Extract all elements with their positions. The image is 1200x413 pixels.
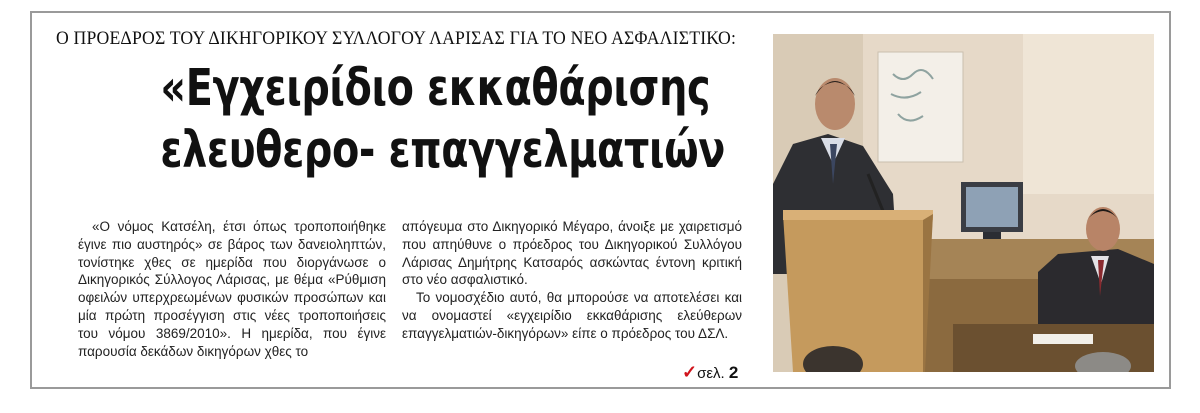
article-kicker: Ο ΠΡΟΕΔΡΟΣ ΤΟΥ ΔΙΚΗΓΟΡΙΚΟΥ ΣΥΛΛΟΓΟΥ ΛΑΡΙΣΑΣ ΓΙΑ ΤΟ ΝΕΟ ΑΣΦΑΛΙΣΤΙΚΟ:: [56, 28, 737, 49]
column-2-paragraph-1: απόγευμα στο Δικηγορικό Μέγαρο, άνοιξε με χαιρετισμό που απηύθυνε ο πρόεδρος του Δικηγορικού Συλλόγου Λάρισας Δημήτρης Κατσαρός ασκώντας έντονη κριτική στο νέο ασφαλιστικό.: [402, 219, 742, 288]
article-headline: [90, 58, 730, 182]
checkmark-icon: ✓: [682, 362, 698, 382]
article-column-2: [402, 218, 742, 343]
page-ref-number: 2: [728, 363, 739, 382]
photo-illustration: [773, 34, 1154, 372]
column-1-text: «Ο νόμος Κατσέλη, έτσι όπως τροποποιήθηκε έγινε πιο αυστηρός» σε βάρος των δανειοληπτών, τονίστηκε χθες σε ημερίδα που διοργάνωσε ο Δικηγορικός Σύλλογος Λάρισας, με θέμα «Ρύθμιση οφειλών υπερχρεωμένων φυσικών προσώπων και μία πρώτη προσέγγιση στις νέες τροποποιήσεις του νόμου 3869/2010». Η ημερίδα, που έγινε παρουσία δεκάδων δικηγόρων χθες το: [78, 219, 386, 359]
headline-line-2: ελευθερο- επαγγελματιών: [160, 121, 725, 180]
article-column-1: [78, 218, 386, 360]
page-reference: [682, 362, 738, 383]
column-2-paragraph-2: Το νομοσχέδιο αυτό, θα μπορούσε να αποτελέσει και να ονομαστεί «εγχειρίδιο εκκαθάρισης ελεύθερων επαγγελματιών-δικηγόρων» είπε ο πρόεδρος του ΔΣΛ.: [402, 290, 742, 341]
article-photo: [773, 34, 1154, 372]
page-ref-label: σελ.: [697, 365, 725, 382]
headline-line-1: «Εγχειρίδιο εκκαθάρισης: [160, 59, 711, 118]
